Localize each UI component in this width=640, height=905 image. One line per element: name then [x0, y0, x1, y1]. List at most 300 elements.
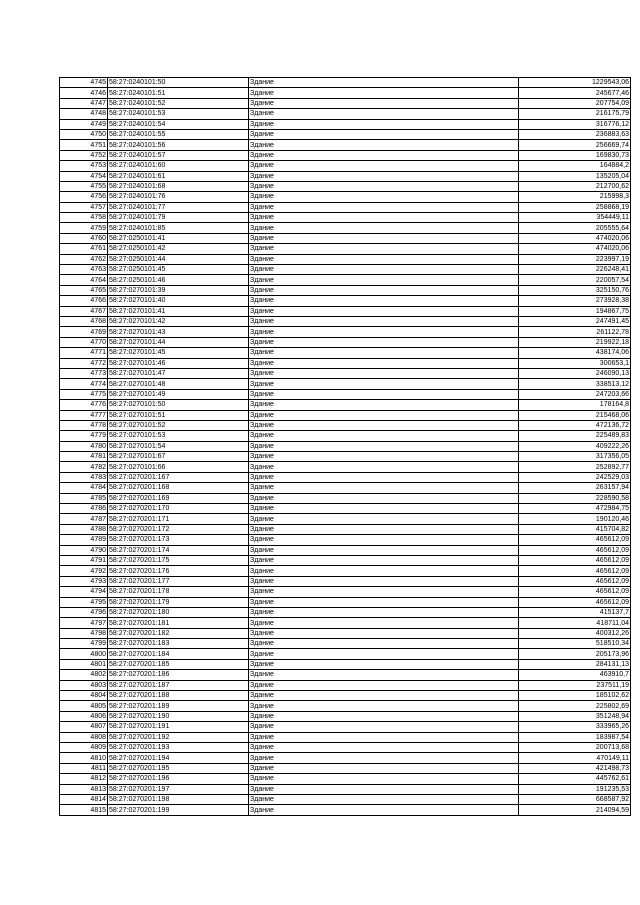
cadastral-number: 58:27:0240101:53 [108, 109, 249, 119]
object-type: Здание [249, 233, 519, 243]
cadastral-number: 58:27:0270101:45 [108, 348, 249, 358]
object-type: Здание [249, 732, 519, 742]
cadastral-number: 58:27:0270101:46 [108, 358, 249, 368]
object-type: Здание [249, 192, 519, 202]
table-row [60, 649, 631, 659]
table-row [60, 763, 631, 773]
object-type: Здание [249, 150, 519, 160]
row-number: 4773 [60, 368, 108, 378]
object-type: Здание [249, 753, 519, 763]
cadastral-value: 135205,04 [519, 171, 631, 181]
cadastral-value: 200713,68 [519, 743, 631, 753]
cadastral-value: 242529,03 [519, 472, 631, 482]
table-row [60, 753, 631, 763]
object-type: Здание [249, 109, 519, 119]
table-row [60, 618, 631, 628]
object-type: Здание [249, 410, 519, 420]
object-type: Здание [249, 202, 519, 212]
object-type: Здание [249, 119, 519, 129]
cadastral-number: 58:27:0250101:45 [108, 265, 249, 275]
table-row [60, 410, 631, 420]
object-type: Здание [249, 535, 519, 545]
table-row [60, 129, 631, 139]
table-row [60, 88, 631, 98]
cadastral-number: 58:27:0270201:172 [108, 524, 249, 534]
object-type: Здание [249, 545, 519, 555]
table-row [60, 244, 631, 254]
row-number: 4809 [60, 743, 108, 753]
row-number: 4748 [60, 109, 108, 119]
table-row [60, 254, 631, 264]
cadastral-number: 58:27:0240101:60 [108, 161, 249, 171]
cadastral-value: 205173,96 [519, 649, 631, 659]
cadastral-number: 58:27:0270201:181 [108, 618, 249, 628]
cadastral-number: 58:27:0270201:195 [108, 763, 249, 773]
cadastral-number: 58:27:0270101:40 [108, 296, 249, 306]
cadastral-number: 58:27:0270201:184 [108, 649, 249, 659]
row-number: 4757 [60, 202, 108, 212]
cadastral-value: 226248,41 [519, 265, 631, 275]
object-type: Здание [249, 691, 519, 701]
table-row [60, 607, 631, 617]
object-type: Здание [249, 431, 519, 441]
row-number: 4804 [60, 691, 108, 701]
object-type: Здание [249, 639, 519, 649]
cadastral-value: 465612,09 [519, 597, 631, 607]
cadastral-number: 58:27:0250101:41 [108, 233, 249, 243]
table-row [60, 150, 631, 160]
row-number: 4784 [60, 483, 108, 493]
row-number: 4769 [60, 327, 108, 337]
row-number: 4800 [60, 649, 108, 659]
row-number: 4778 [60, 420, 108, 430]
cadastral-number: 58:27:0270101:48 [108, 379, 249, 389]
cadastral-value: 245677,46 [519, 88, 631, 98]
object-type: Здание [249, 472, 519, 482]
cadastral-number: 58:27:0240101:76 [108, 192, 249, 202]
object-type: Здание [249, 597, 519, 607]
table-row [60, 306, 631, 316]
row-number: 4783 [60, 472, 108, 482]
cadastral-number: 58:27:0270201:180 [108, 607, 249, 617]
object-type: Здание [249, 452, 519, 462]
row-number: 4801 [60, 659, 108, 669]
cadastral-value: 205555,64 [519, 223, 631, 233]
cadastral-value: 246090,13 [519, 368, 631, 378]
cadastral-number: 58:27:0270101:51 [108, 410, 249, 420]
cadastral-number: 58:27:0270101:47 [108, 368, 249, 378]
object-type: Здание [249, 327, 519, 337]
cadastral-number: 58:27:0270201:179 [108, 597, 249, 607]
cadastral-number: 58:27:0270101:44 [108, 337, 249, 347]
cadastral-number: 58:27:0270101:66 [108, 462, 249, 472]
object-type: Здание [249, 171, 519, 181]
object-type: Здание [249, 348, 519, 358]
object-type: Здание [249, 420, 519, 430]
cadastral-number: 58:27:0270201:174 [108, 545, 249, 555]
cadastral-number: 58:27:0270201:199 [108, 805, 249, 815]
row-number: 4759 [60, 223, 108, 233]
table-row [60, 192, 631, 202]
object-type: Здание [249, 213, 519, 223]
cadastral-number: 58:27:0270101:39 [108, 285, 249, 295]
table-row [60, 452, 631, 462]
table-row [60, 78, 631, 88]
cadastral-number: 58:27:0270201:176 [108, 566, 249, 576]
cadastral-value: 351248,94 [519, 711, 631, 721]
cadastral-number: 58:27:0270201:197 [108, 784, 249, 794]
object-type: Здание [249, 88, 519, 98]
object-type: Здание [249, 794, 519, 804]
table-row [60, 535, 631, 545]
cadastral-number: 58:27:0270201:186 [108, 670, 249, 680]
table-row [60, 316, 631, 326]
cadastral-value: 215468,06 [519, 410, 631, 420]
table-row [60, 285, 631, 295]
row-number: 4797 [60, 618, 108, 628]
cadastral-value: 273928,38 [519, 296, 631, 306]
cadastral-number: 58:27:0270101:42 [108, 316, 249, 326]
table-row [60, 743, 631, 753]
object-type: Здание [249, 670, 519, 680]
cadastral-number: 58:27:0270201:189 [108, 701, 249, 711]
cadastral-value: 354449,11 [519, 213, 631, 223]
cadastral-value: 183987,54 [519, 732, 631, 742]
cadastral-number: 58:27:0270201:183 [108, 639, 249, 649]
row-number: 4785 [60, 493, 108, 503]
table-row [60, 483, 631, 493]
cadastral-value: 237511,19 [519, 680, 631, 690]
cadastral-value: 263157,94 [519, 483, 631, 493]
cadastral-value: 300653,1 [519, 358, 631, 368]
cadastral-value: 220057,54 [519, 275, 631, 285]
row-number: 4746 [60, 88, 108, 98]
cadastral-value: 316776,12 [519, 119, 631, 129]
row-number: 4782 [60, 462, 108, 472]
table-row [60, 691, 631, 701]
object-type: Здание [249, 98, 519, 108]
row-number: 4763 [60, 265, 108, 275]
object-type: Здание [249, 493, 519, 503]
table-row [60, 555, 631, 565]
cadastral-value: 185102,62 [519, 691, 631, 701]
cadastral-value: 400312,26 [519, 628, 631, 638]
object-type: Здание [249, 618, 519, 628]
row-number: 4786 [60, 504, 108, 514]
object-type: Здание [249, 368, 519, 378]
row-number: 4802 [60, 670, 108, 680]
row-number: 4766 [60, 296, 108, 306]
row-number: 4790 [60, 545, 108, 555]
cadastral-value: 252892,77 [519, 462, 631, 472]
object-type: Здание [249, 306, 519, 316]
object-type: Здание [249, 774, 519, 784]
cadastral-value: 409222,26 [519, 441, 631, 451]
row-number: 4812 [60, 774, 108, 784]
table-row [60, 545, 631, 555]
row-number: 4787 [60, 514, 108, 524]
object-type: Здание [249, 244, 519, 254]
table-row [60, 161, 631, 171]
table-row [60, 379, 631, 389]
table-row [60, 504, 631, 514]
table-row [60, 327, 631, 337]
cadastral-number: 58:27:0270101:52 [108, 420, 249, 430]
cadastral-number: 58:27:0240101:79 [108, 213, 249, 223]
object-type: Здание [249, 701, 519, 711]
table-row [60, 233, 631, 243]
object-type: Здание [249, 587, 519, 597]
row-number: 4760 [60, 233, 108, 243]
cadastral-number: 58:27:0240101:50 [108, 78, 249, 88]
row-number: 4798 [60, 628, 108, 638]
cadastral-value: 247491,45 [519, 316, 631, 326]
object-type: Здание [249, 743, 519, 753]
cadastral-number: 58:27:0240101:56 [108, 140, 249, 150]
cadastral-number: 58:27:0240101:77 [108, 202, 249, 212]
object-type: Здание [249, 161, 519, 171]
cadastral-value: 415704,82 [519, 524, 631, 534]
row-number: 4780 [60, 441, 108, 451]
object-type: Здание [249, 524, 519, 534]
cadastral-number: 58:27:0270201:182 [108, 628, 249, 638]
cadastral-value: 258868,19 [519, 202, 631, 212]
row-number: 4772 [60, 358, 108, 368]
row-number: 4770 [60, 337, 108, 347]
cadastral-number: 58:27:0270201:198 [108, 794, 249, 804]
table-row [60, 711, 631, 721]
object-type: Здание [249, 483, 519, 493]
object-type: Здание [249, 337, 519, 347]
cadastral-number: 58:27:0270101:53 [108, 431, 249, 441]
object-type: Здание [249, 358, 519, 368]
table-row [60, 275, 631, 285]
row-number: 4806 [60, 711, 108, 721]
cadastral-number: 58:27:0240101:85 [108, 223, 249, 233]
cadastral-value: 465612,09 [519, 545, 631, 555]
cadastral-value: 418711,04 [519, 618, 631, 628]
cadastral-value: 445762,61 [519, 774, 631, 784]
cadastral-value: 169830,73 [519, 150, 631, 160]
table-row [60, 784, 631, 794]
cadastral-number: 58:27:0270101:41 [108, 306, 249, 316]
row-number: 4774 [60, 379, 108, 389]
table-row [60, 659, 631, 669]
cadastral-number: 58:27:0270101:50 [108, 400, 249, 410]
cadastral-value: 325150,76 [519, 285, 631, 295]
table-row [60, 794, 631, 804]
table-row [60, 472, 631, 482]
object-type: Здание [249, 265, 519, 275]
table-row [60, 639, 631, 649]
table-row [60, 441, 631, 451]
table-row [60, 628, 631, 638]
object-type: Здание [249, 275, 519, 285]
cadastral-number: 58:27:0250101:42 [108, 244, 249, 254]
row-number: 4796 [60, 607, 108, 617]
cadastral-value: 472984,75 [519, 504, 631, 514]
row-number: 4808 [60, 732, 108, 742]
cadastral-value: 465612,09 [519, 535, 631, 545]
cadastral-number: 58:27:0250101:46 [108, 275, 249, 285]
row-number: 4775 [60, 389, 108, 399]
cadastral-value: 207754,09 [519, 98, 631, 108]
object-type: Здание [249, 254, 519, 264]
row-number: 4788 [60, 524, 108, 534]
row-number: 4752 [60, 150, 108, 160]
table-row [60, 493, 631, 503]
row-number: 4777 [60, 410, 108, 420]
cadastral-number: 58:27:0270201:194 [108, 753, 249, 763]
row-number: 4771 [60, 348, 108, 358]
row-number: 4792 [60, 566, 108, 576]
cadastral-value: 317356,05 [519, 452, 631, 462]
cadastral-number: 58:27:0270201:188 [108, 691, 249, 701]
cadastral-value: 438174,06 [519, 348, 631, 358]
cadastral-number: 58:27:0270101:54 [108, 441, 249, 451]
object-type: Здание [249, 680, 519, 690]
row-number: 4793 [60, 576, 108, 586]
object-type: Здание [249, 389, 519, 399]
row-number: 4794 [60, 587, 108, 597]
table-row [60, 358, 631, 368]
table-row [60, 213, 631, 223]
object-type: Здание [249, 722, 519, 732]
cadastral-value: 465612,09 [519, 576, 631, 586]
cadastral-value-table [59, 77, 631, 816]
cadastral-value: 215998,3 [519, 192, 631, 202]
table-row [60, 514, 631, 524]
cadastral-number: 58:27:0270201:175 [108, 555, 249, 565]
object-type: Здание [249, 181, 519, 191]
table-row [60, 119, 631, 129]
row-number: 4751 [60, 140, 108, 150]
object-type: Здание [249, 607, 519, 617]
object-type: Здание [249, 400, 519, 410]
cadastral-number: 58:27:0270201:167 [108, 472, 249, 482]
row-number: 4791 [60, 555, 108, 565]
cadastral-value: 223997,19 [519, 254, 631, 264]
table-row [60, 576, 631, 586]
cadastral-number: 58:27:0270101:43 [108, 327, 249, 337]
row-number: 4762 [60, 254, 108, 264]
object-type: Здание [249, 223, 519, 233]
cadastral-number: 58:27:0270201:185 [108, 659, 249, 669]
object-type: Здание [249, 140, 519, 150]
cadastral-number: 58:27:0270201:178 [108, 587, 249, 597]
table-row [60, 670, 631, 680]
table-row [60, 389, 631, 399]
object-type: Здание [249, 576, 519, 586]
row-number: 4754 [60, 171, 108, 181]
cadastral-value: 256669,74 [519, 140, 631, 150]
cadastral-value: 261122,78 [519, 327, 631, 337]
cadastral-value: 465612,09 [519, 555, 631, 565]
cadastral-value: 1229543,06 [519, 78, 631, 88]
cadastral-value: 178164,8 [519, 400, 631, 410]
cadastral-value: 164884,2 [519, 161, 631, 171]
row-number: 4758 [60, 213, 108, 223]
cadastral-value: 474020,06 [519, 244, 631, 254]
object-type: Здание [249, 659, 519, 669]
cadastral-value: 214094,59 [519, 805, 631, 815]
cadastral-number: 58:27:0240101:68 [108, 181, 249, 191]
object-type: Здание [249, 504, 519, 514]
table-row [60, 181, 631, 191]
cadastral-value: 463910,7 [519, 670, 631, 680]
row-number: 4764 [60, 275, 108, 285]
table-row [60, 524, 631, 534]
table-row [60, 701, 631, 711]
row-number: 4753 [60, 161, 108, 171]
row-number: 4795 [60, 597, 108, 607]
object-type: Здание [249, 285, 519, 295]
cadastral-value: 415137,7 [519, 607, 631, 617]
cadastral-value: 194867,75 [519, 306, 631, 316]
table-row [60, 368, 631, 378]
row-number: 4767 [60, 306, 108, 316]
cadastral-number: 58:27:0270201:190 [108, 711, 249, 721]
object-type: Здание [249, 129, 519, 139]
row-number: 4768 [60, 316, 108, 326]
table-row [60, 805, 631, 815]
row-number: 4807 [60, 722, 108, 732]
cadastral-value: 284131,13 [519, 659, 631, 669]
table-row [60, 732, 631, 742]
object-type: Здание [249, 316, 519, 326]
cadastral-value: 338513,12 [519, 379, 631, 389]
object-type: Здание [249, 462, 519, 472]
cadastral-number: 58:27:0270201:171 [108, 514, 249, 524]
table-row [60, 587, 631, 597]
row-number: 4745 [60, 78, 108, 88]
cadastral-value: 668587,92 [519, 794, 631, 804]
object-type: Здание [249, 514, 519, 524]
cadastral-value: 474020,06 [519, 233, 631, 243]
object-type: Здание [249, 628, 519, 638]
table-row [60, 98, 631, 108]
cadastral-number: 58:27:0270201:191 [108, 722, 249, 732]
row-number: 4789 [60, 535, 108, 545]
object-type: Здание [249, 78, 519, 88]
table-row [60, 400, 631, 410]
table-row [60, 337, 631, 347]
cadastral-number: 58:27:0240101:52 [108, 98, 249, 108]
row-number: 4781 [60, 452, 108, 462]
row-number: 4761 [60, 244, 108, 254]
row-number: 4810 [60, 753, 108, 763]
object-type: Здание [249, 763, 519, 773]
cadastral-value: 228590,58 [519, 493, 631, 503]
row-number: 4811 [60, 763, 108, 773]
table-row [60, 420, 631, 430]
object-type: Здание [249, 805, 519, 815]
cadastral-number: 58:27:0270101:67 [108, 452, 249, 462]
row-number: 4779 [60, 431, 108, 441]
cadastral-value: 190120,46 [519, 514, 631, 524]
object-type: Здание [249, 566, 519, 576]
cadastral-number: 58:27:0240101:51 [108, 88, 249, 98]
cadastral-value: 219922,18 [519, 337, 631, 347]
cadastral-value: 421498,73 [519, 763, 631, 773]
cadastral-value: 212700,62 [519, 181, 631, 191]
object-type: Здание [249, 555, 519, 565]
row-number: 4814 [60, 794, 108, 804]
cadastral-number: 58:27:0270201:177 [108, 576, 249, 586]
cadastral-number: 58:27:0270101:49 [108, 389, 249, 399]
cadastral-number: 58:27:0270201:196 [108, 774, 249, 784]
cadastral-number: 58:27:0270201:187 [108, 680, 249, 690]
